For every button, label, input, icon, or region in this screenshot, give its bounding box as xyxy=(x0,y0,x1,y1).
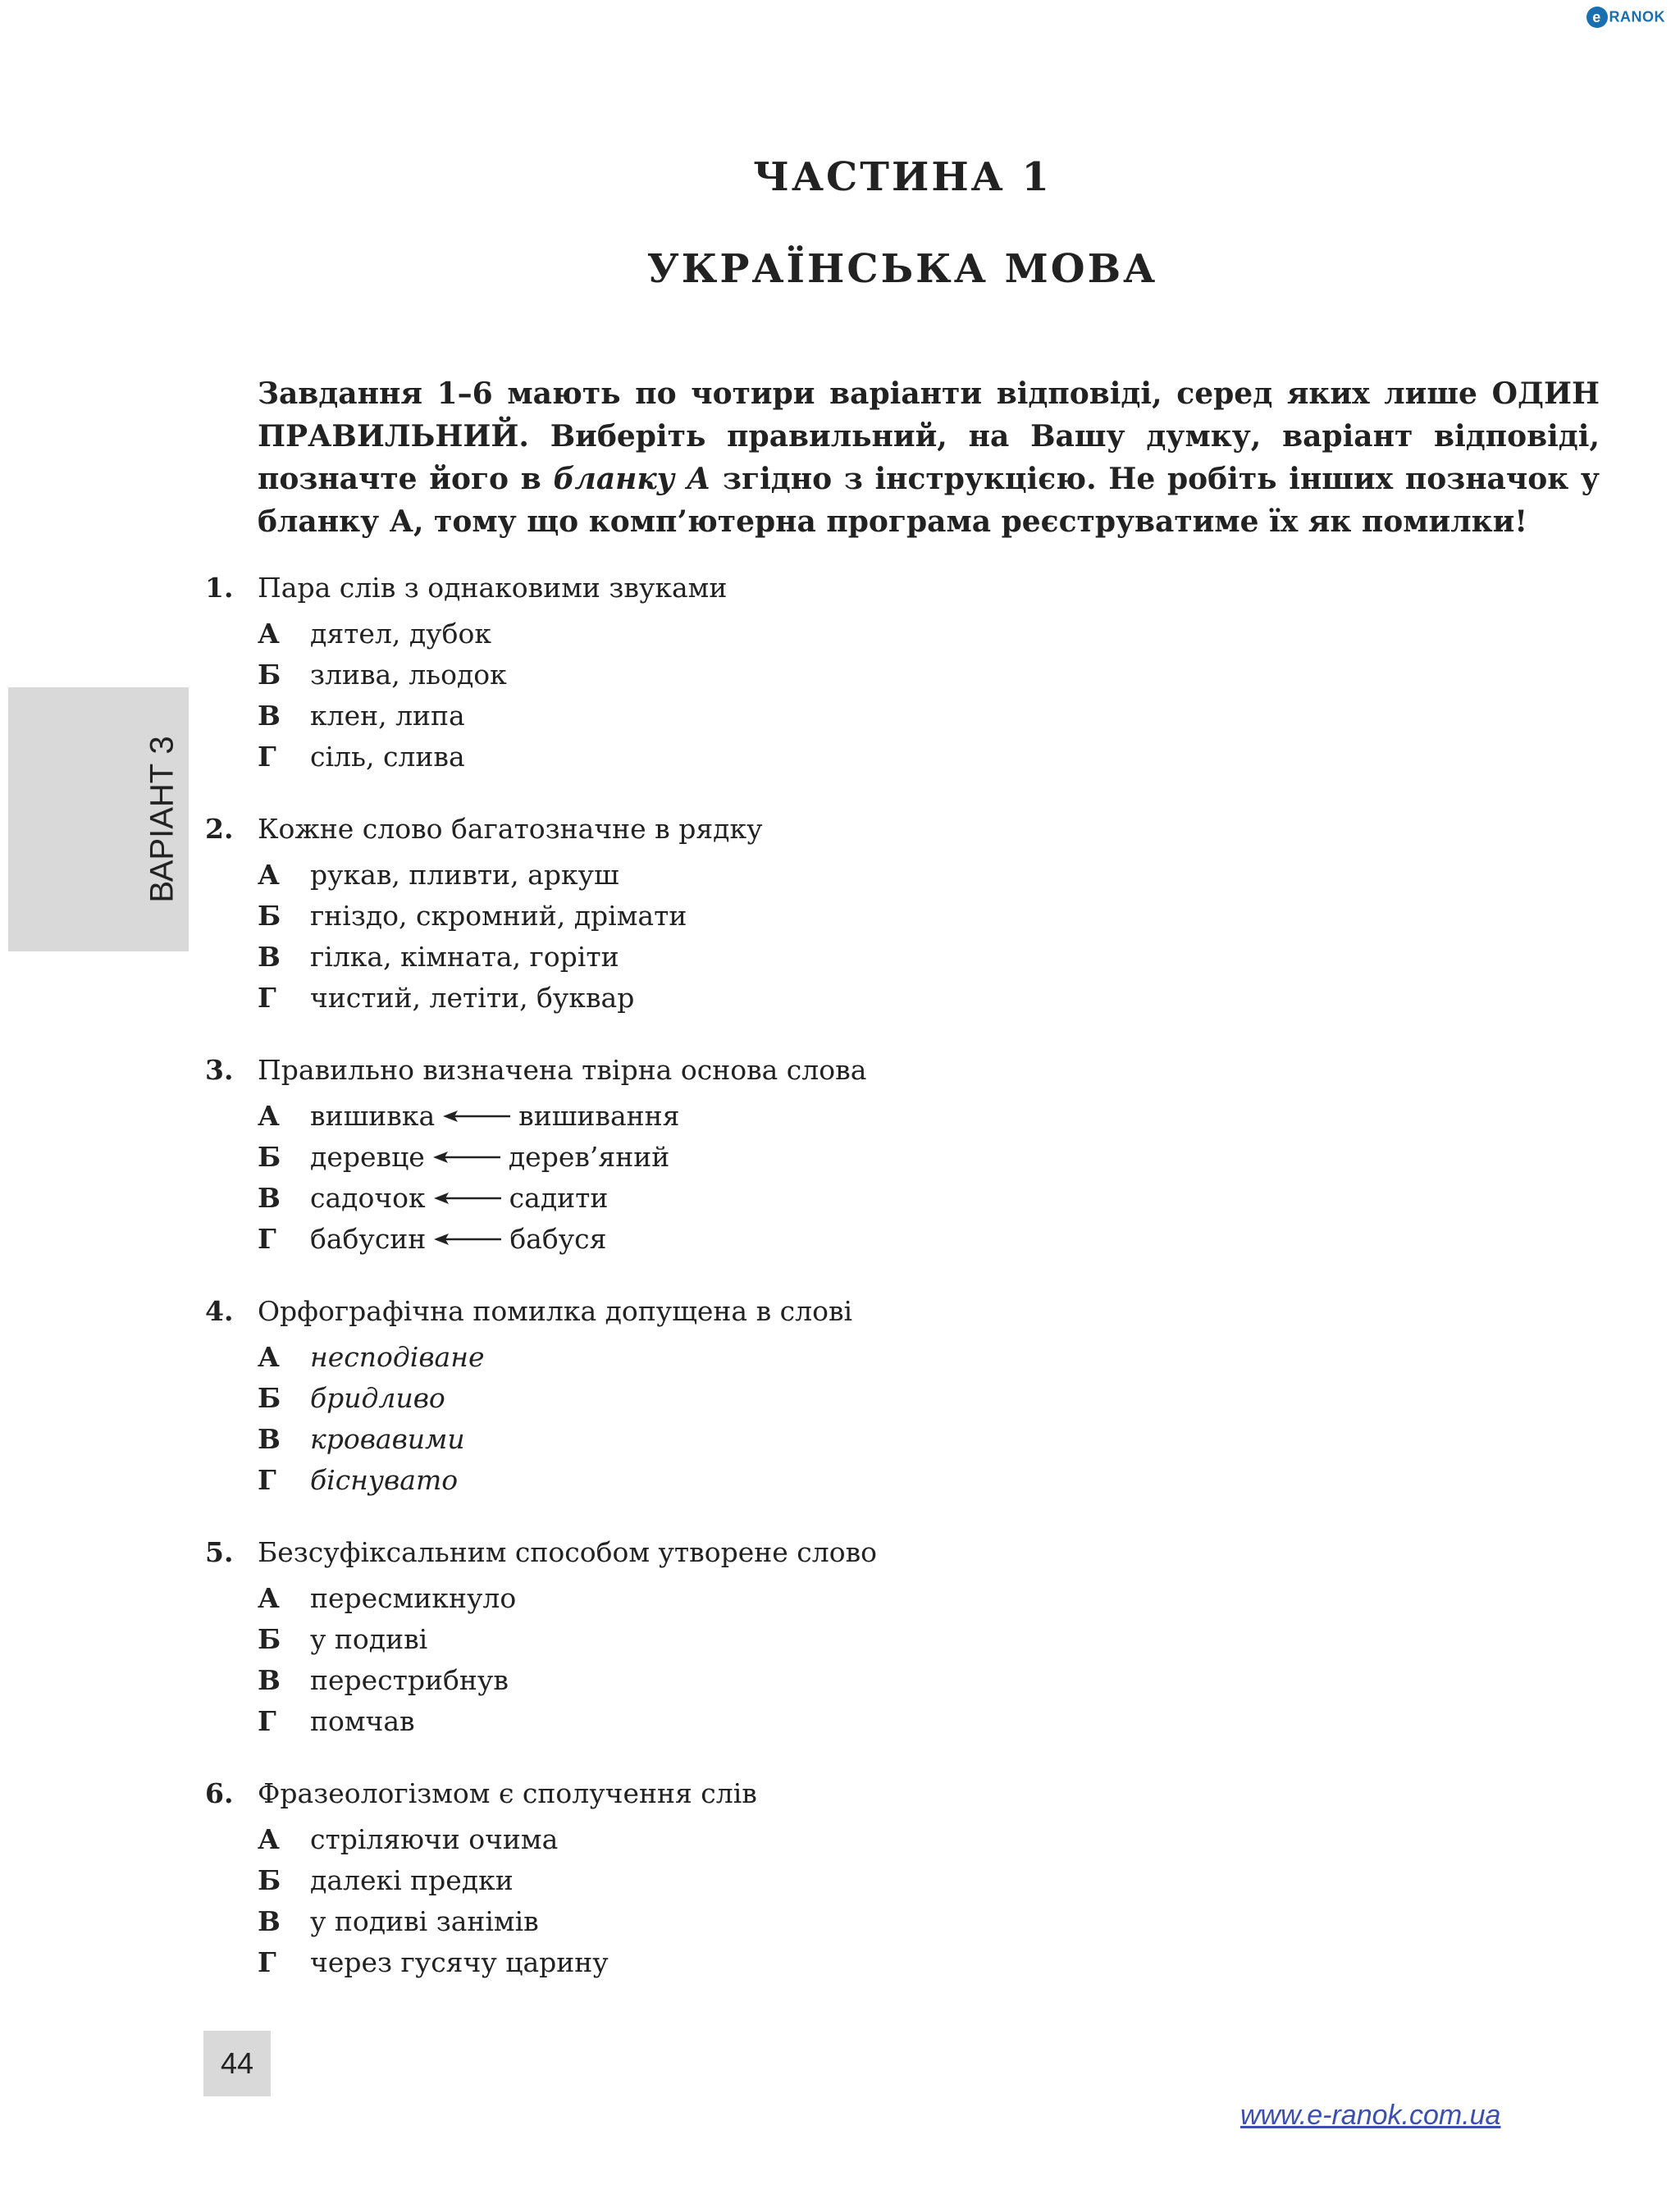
logo-text: RANOK xyxy=(1609,8,1665,25)
subject-title: УКРАЇНСЬКА МОВА xyxy=(646,246,1158,292)
option-text: клен, липа xyxy=(310,700,465,732)
option-text: перестрибнув xyxy=(310,1664,509,1696)
option-text: злива, льодок xyxy=(310,659,507,691)
option-letter: Б xyxy=(258,1141,281,1173)
option-text: гілка, кімната, горіти xyxy=(310,941,619,973)
option-letter: Б xyxy=(258,659,281,691)
option-text: біснувато xyxy=(310,1464,459,1496)
option-b xyxy=(258,1619,1600,1660)
derived-word: садочок xyxy=(310,1182,426,1214)
option-a xyxy=(258,1819,1600,1860)
question-text: Кожне слово багатозначне в рядку xyxy=(258,813,763,845)
option-text: далекі предки xyxy=(310,1864,514,1896)
option-b xyxy=(258,1860,1600,1901)
question-number: 6. xyxy=(205,1777,234,1809)
option-letter: Г xyxy=(258,1464,276,1496)
option-text: сіль, слива xyxy=(310,741,465,773)
option-v xyxy=(258,937,1600,978)
option-b xyxy=(258,654,1600,696)
base-word: бабуся xyxy=(509,1223,607,1255)
option-a xyxy=(258,1578,1600,1619)
instructions-part1: Завдання 1–6 мають по чотири варіанти відповіді, серед яких лише ОДИН ПРАВИЛЬНИЙ. Виберіть правильний, на Вашу думку, варіант відповіді, позначте його в xyxy=(258,376,1600,496)
question-number: 1. xyxy=(205,572,234,604)
question-text: Безсуфіксальним способом утворене слово xyxy=(258,1536,878,1568)
option-v xyxy=(258,1419,1600,1460)
question-text: Правильно визначена твірна основа слова xyxy=(258,1054,867,1086)
option-letter: А xyxy=(258,859,280,891)
options-list xyxy=(258,1096,1600,1260)
question-number: 2. xyxy=(205,813,234,845)
question-6 xyxy=(205,1773,1600,1983)
page-number: 44 xyxy=(203,2031,271,2096)
instructions-part2: згідно з інструкцією. Не робіть інших позначок у бланку А, тому що комп’ютерна програма реєструватиме їх як помилки! xyxy=(258,462,1600,539)
base-word: дерев’яний xyxy=(508,1141,670,1173)
variant-label: ВАРІАНТ 3 xyxy=(144,736,180,903)
option-text: через гусячу царину xyxy=(310,1946,609,1978)
option-text: бридливо xyxy=(310,1382,445,1414)
derived-word: деревце xyxy=(310,1141,425,1173)
base-word: садити xyxy=(509,1182,609,1214)
question-list xyxy=(205,568,1600,2014)
option-letter: Г xyxy=(258,982,276,1014)
derived-word: вишивка xyxy=(310,1100,436,1132)
option-letter: Б xyxy=(258,1382,281,1414)
options-list xyxy=(258,1819,1600,1983)
option-letter: Г xyxy=(258,741,276,773)
option-letter: В xyxy=(258,1182,281,1214)
website-link[interactable]: www.e-ranok.com.ua xyxy=(1240,2100,1501,2131)
option-letter: В xyxy=(258,1905,281,1937)
option-letter: Г xyxy=(258,1946,276,1978)
option-text: стріляючи очима xyxy=(310,1823,559,1855)
option-letter: В xyxy=(258,1423,281,1455)
option-letter: Б xyxy=(258,1864,281,1896)
option-text: кровавими xyxy=(310,1423,465,1455)
option-b xyxy=(258,1378,1600,1419)
arrow-left-icon xyxy=(434,1190,501,1206)
base-word: вишивання xyxy=(518,1100,680,1132)
question-3 xyxy=(205,1050,1600,1260)
option-text: дятел, дубок xyxy=(310,618,491,650)
question-5 xyxy=(205,1532,1600,1742)
instructions-italic: бланку А xyxy=(553,462,711,496)
logo-e-icon: e xyxy=(1586,7,1608,28)
option-v xyxy=(258,696,1600,737)
question-number: 4. xyxy=(205,1295,234,1327)
option-a xyxy=(258,1096,1600,1137)
option-h xyxy=(258,1942,1600,1983)
derived-word: бабусин xyxy=(310,1223,427,1255)
option-letter: А xyxy=(258,618,280,650)
option-v xyxy=(258,1178,1600,1219)
options-list xyxy=(258,1578,1600,1742)
option-a xyxy=(258,1337,1600,1378)
instructions-block xyxy=(258,372,1600,543)
option-h xyxy=(258,737,1600,778)
option-text: чистий, летіти, буквар xyxy=(310,982,635,1014)
option-a xyxy=(258,613,1600,654)
options-list xyxy=(258,855,1600,1019)
question-number: 5. xyxy=(205,1536,234,1568)
option-b xyxy=(258,896,1600,937)
publisher-logo xyxy=(1586,7,1666,28)
question-2 xyxy=(205,809,1600,1019)
option-h xyxy=(258,1460,1600,1501)
options-list xyxy=(258,1337,1600,1501)
option-v xyxy=(258,1901,1600,1942)
option-h xyxy=(258,1701,1600,1742)
option-letter: В xyxy=(258,941,281,973)
option-letter: А xyxy=(258,1341,280,1373)
option-letter: А xyxy=(258,1823,280,1855)
option-h xyxy=(258,978,1600,1019)
question-4 xyxy=(205,1291,1600,1501)
question-text: Пара слів з однаковими звуками xyxy=(258,572,728,604)
option-v xyxy=(258,1660,1600,1701)
arrow-left-icon xyxy=(443,1108,510,1124)
question-text: Фразеологізмом є сполучення слів xyxy=(258,1777,757,1809)
option-letter: Г xyxy=(258,1223,276,1255)
option-text: несподіване xyxy=(310,1341,485,1373)
question-text: Орфографічна помилка допущена в слові xyxy=(258,1295,853,1327)
arrow-left-icon xyxy=(433,1149,500,1165)
option-letter: А xyxy=(258,1582,280,1614)
option-text: рукав, пливти, аркуш xyxy=(310,859,619,891)
option-text: гніздо, скромний, дрімати xyxy=(310,900,687,932)
option-a xyxy=(258,855,1600,896)
part-title: ЧАСТИНА 1 xyxy=(753,154,1052,200)
option-letter: В xyxy=(258,1664,281,1696)
option-text: помчав xyxy=(310,1705,415,1737)
question-1 xyxy=(205,568,1600,778)
option-letter: Б xyxy=(258,900,281,932)
option-letter: В xyxy=(258,700,281,732)
option-text: у подиві занімів xyxy=(310,1905,539,1937)
option-b xyxy=(258,1137,1600,1178)
question-number: 3. xyxy=(205,1054,234,1086)
option-h xyxy=(258,1219,1600,1260)
arrow-left-icon xyxy=(434,1231,501,1247)
option-letter: Г xyxy=(258,1705,276,1737)
options-list xyxy=(258,613,1600,778)
option-text: у подиві xyxy=(310,1623,428,1655)
option-text: пересмикнуло xyxy=(310,1582,517,1614)
option-letter: А xyxy=(258,1100,280,1132)
instructions-text xyxy=(258,372,1600,543)
option-letter: Б xyxy=(258,1623,281,1655)
